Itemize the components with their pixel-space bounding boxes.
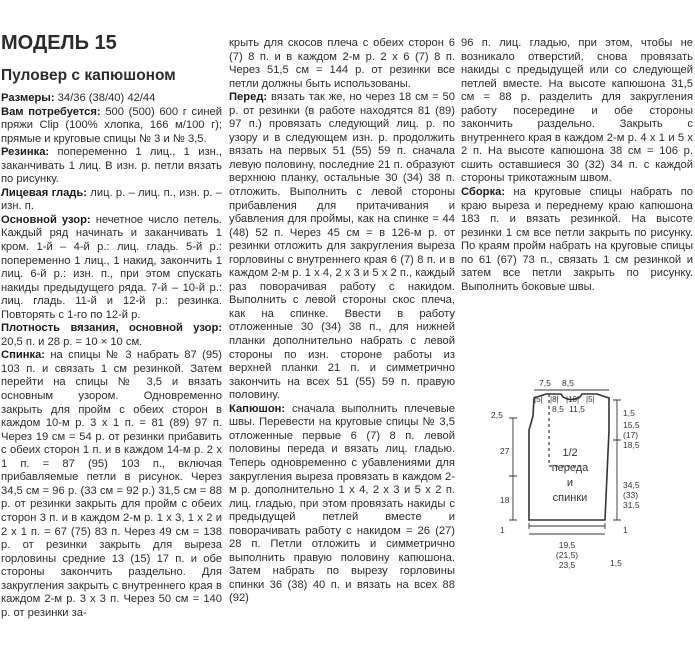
paragraph <box>229 37 455 91</box>
dim-bottom-1: 19,5 <box>558 540 576 550</box>
paragraph <box>1 187 222 214</box>
label-center-1: 1/2 <box>562 447 578 459</box>
paragraph <box>1 349 222 620</box>
paragraph-text: 500 (500) 600 г синей пряжи Clip (100% хлопка, 166 м/100 г); прямые и круговые спицы № 3 и № 3,5. <box>1 105 222 145</box>
paragraph-text: сначала выполнить плечевые швы. Перевести на круговые спицы № 3,5 отложенные первые 6 (7) 8 п. левой половины переда и вязать лиц. гладью. Теперь одновременно с убавлениями для закругления выреза провязать в каждом 2-м р. дополнительно 1 х 4, 2 х 3 и 5 х 2 п. лиц. гладью, при этом провязать накиды с предыдущей петлей вместе и поворачивать работу с накидом = 26 (27) 28 п. Петли отложить и симметрично выполнить правую половину капюшона. Затем набрать по вырезу горловины спинки 36 (38) 40 п. и вязать на всех 88 (92) <box>229 402 455 605</box>
paragraph-text: на круговые спицы набрать по краю выреза и переднему краю капюшона 183 п. и вязать резинкой. На высоте резинки 1 см все петли закрыть по рисунку. По краям пройм набрать на круговые спицы по 61 (67) 73 п., связать 1 см резинкой и затем все петли закрыть по рисунку. Выполнить боковые швы. <box>461 186 693 293</box>
paragraph-text: на спицы № 3 набрать 87 (95) 103 п. и связать 1 см резинкой. Затем перейти на спицы № 3,5 и вязать основным узором. Одновременно закрыть для пройм с обеих сторон в каждом 10-м р. 3 х 1 п. = 81 (89) 97 п. Через 19 см = 54 р. от резинки прибавить с обеих сторон 1 п. и в каждом 14-м р. 2 х 1 п. = 87 (95) 103 п., включая прибавляемые петли в рисунок. Через 34,5 см = 96 р. (33 см = 92 р.) 31,5 см = 88 р. от резинки закрыть для пройм с обеих сторон 3 п. и в каждом 2-м р. 1 х 3, 1 х 2 и 2 х 1 п. = 67 (75) 83 п. Через 49 см = 138 р. от резинки закрыть для выреза горловины средние 13 (15) 17 п. и обе стороны закончить раздельно. Для закругления закрыть с внутреннего края в каждом 2-м р. 3 х 3 п. Через 50 см = 140 р. от резинки за- <box>1 349 222 619</box>
dim-top-6: |5| <box>586 395 595 404</box>
label-center-4: спинки <box>552 492 588 504</box>
dim-bottom-2: (21,5) <box>555 550 579 560</box>
paragraph-text: попеременно 1 лиц., 1 изн., заканчивать 1 лиц. В изн. р. петли вязать по рисунку. <box>1 146 222 186</box>
paragraph <box>229 403 455 606</box>
dim-top-7: 8,5 <box>552 404 564 414</box>
label-center-3: и <box>566 477 574 489</box>
paragraph-text: лиц. р. – лиц. п., изн. р. – изн. п. <box>1 186 222 213</box>
dim-right-3: (17) <box>623 430 639 440</box>
paragraph-label: Лицевая гладь: <box>1 186 88 199</box>
dim-left-1: 2,5 <box>491 410 503 420</box>
paragraph-label: Спинка: <box>1 349 46 362</box>
paragraph-text: вязать так же, но через 18 см = 50 р. от резинки (в работе находятся 81 (89) 97 п.) провязать следующий лиц. р. по узору и в следующем изн. р. продолжить вязать на первых 51 (55) 59 п. сначала левую половину, последние 21 п. образуют верхнюю планку, остальные 30 (34) 38 п. отложить. Выполнить с левой стороны прибавления для притачивания и убавления для проймы, как на спинке = 44 (48) 52 п. Через 45 см = в 126-м р. от резинки отложить для закругления выреза горловины с внутреннего края 6 (7) 8 п. и в каждом 2-м р. 1 х 4, 2 х 3 и 5 х 2 п., каждый раз поворачивая работу с накидом. Выполнить с левой стороны скос плеча, как на спинке. Ввести в работу отложенные 30 (34) 38 п., для нижней планки дополнительно набрать с левой стороны по изн. стороне работы из верхней планки 21 п. и симметрично закончить на всех 51 (55) 59 п. правую половину. <box>229 91 455 402</box>
pattern-schematic <box>486 378 646 576</box>
dim-right-2: 15,5 <box>623 420 640 430</box>
paragraph <box>1 322 222 349</box>
paragraph-text: 20,5 п. и 28 р. = 10 × 10 см. <box>1 335 143 348</box>
dim-top-1: 7,5 <box>539 378 551 388</box>
paragraph <box>1 146 222 187</box>
paragraph <box>461 37 693 186</box>
dim-left-4: 1 <box>500 525 505 535</box>
paragraph-label: Перед: <box>229 91 268 104</box>
dim-top-3: |5| <box>534 395 543 404</box>
paragraph-label: Плотность вязания, основной узор: <box>1 322 222 335</box>
paragraph-label: Капюшон: <box>229 402 286 415</box>
dim-right-8: 1 <box>623 525 628 535</box>
dim-right-4: 18,5 <box>623 440 640 450</box>
paragraph-text: нечетное число петель. Каждый ряд начинать и заканчивать 1 кром. 1-й – 4-й р.: лиц. гладь. 5-й р.: попеременно 1 лиц., 1 накид, закончить 1 лиц. 6-й р.: изн. п., при этом спускать накиды предыдущего ряда. 7-й – 10-й р.: лиц. гладь. 11-й и 12-й р.: резинка. Повторять с 1-го по 12-й р. <box>1 213 222 321</box>
dim-top-8: 11,5 <box>569 404 585 414</box>
paragraph-label: Вам потребуется: <box>1 105 101 118</box>
dim-left-2: 27 <box>500 446 510 456</box>
column-2 <box>229 37 455 606</box>
paragraph <box>229 91 455 403</box>
dim-right-5: 34,5 <box>623 480 640 490</box>
dim-top-2: 8,5 <box>562 378 574 388</box>
dim-bottom-4: 1,5 <box>610 558 622 568</box>
dim-top-5: |10| <box>566 395 580 404</box>
paragraph-text: 96 п. лиц. гладью, при этом, чтобы не возникало отверстий, снова провязать накиды с предыдущей или со следующей петлей вместе. На высоте капюшона 31,5 см = 88 р. разделить для закругления работу посередине и обе стороны закончить раздельно. Закрыть с внутреннего края в каждом 2-м р. 4 х 1 и 5 х 2 п. На высоте капюшона 38 см = 106 р. сшить оставшиеся 30 (32) 34 п. с каждой стороны трикотажным швом. <box>461 37 693 185</box>
dim-right-1: 1,5 <box>623 408 635 418</box>
dim-right-6: (33) <box>623 490 639 500</box>
paragraph <box>461 186 693 294</box>
dim-left-3: 18 <box>500 495 510 505</box>
paragraph-text: 34/36 (38/40) 42/44 <box>54 92 156 104</box>
paragraph <box>1 214 222 322</box>
paragraph <box>1 106 222 147</box>
paragraph-label: Сборка: <box>461 186 506 199</box>
dim-bottom-3: 23,5 <box>558 560 576 570</box>
paragraph-label: Резинка: <box>1 146 50 159</box>
paragraph-text: крыть для скосов плеча с обеих сторон 6 (7) 8 п. и в каждом 2-м р. 2 х 6 (7) 8 п. Через 51,5 см = 144 р. от резинки все петли должны быть использованы. <box>229 37 455 90</box>
dim-top-4: |8| <box>550 395 559 404</box>
paragraph-label: Размеры: <box>1 92 55 104</box>
dim-right-7: 31,5 <box>623 500 640 510</box>
column-1 <box>1 92 222 620</box>
page-subtitle: Пуловер с капюшоном <box>1 67 176 84</box>
paragraph <box>1 92 222 106</box>
page-title: МОДЕЛЬ 15 <box>1 32 117 54</box>
column-3 <box>461 37 693 294</box>
paragraph-label: Основной узор: <box>1 213 91 226</box>
label-center-2: переда <box>551 462 589 474</box>
